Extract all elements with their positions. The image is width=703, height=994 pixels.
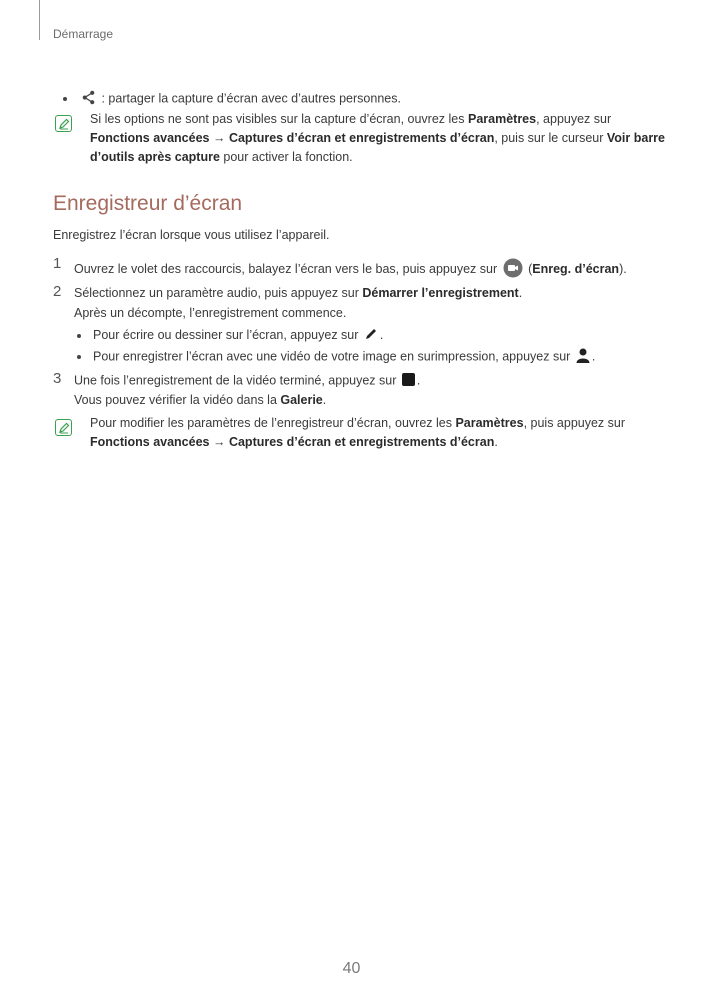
note2-line1: Pour modifier les paramètres de l’enregistreur d’écran, ouvrez les Paramètres, puis appuyez sur [90, 416, 626, 430]
note1-line1: Si les options ne sont pas visibles sur la capture d’écran, ouvrez les Paramètres, appuyez sur [90, 112, 612, 126]
bullet-dot [77, 334, 81, 338]
share-bullet-text: : partager la capture d’écran avec d’autres personnes. [98, 91, 401, 106]
step2-line1: Sélectionnez un paramètre audio, puis appuyez sur Démarrer l’enregistrement. [74, 286, 523, 300]
step3-line1: Une fois l’enregistrement de la vidéo terminé, appuyez sur . [74, 373, 421, 388]
step2-sub1: Pour écrire ou dessiner sur l’écran, appuyez sur . [93, 327, 383, 344]
margin-line [39, 0, 40, 40]
section-header: Démarrage [53, 27, 114, 41]
gallery-label: Galerie [280, 393, 323, 407]
note1-line3: d’outils après capture pour activer la fonction. [90, 150, 353, 164]
share-bullet-line [79, 90, 401, 108]
note-icon [55, 115, 72, 132]
share-icon [81, 90, 96, 108]
stop-icon [402, 373, 415, 389]
bullet-dot [63, 97, 67, 101]
note1-line2: Fonctions avancées → Captures d’écran et enregistrements d’écran, puis sur le curseur Voir barre [90, 131, 665, 145]
note2-line2: Fonctions avancées → Captures d’écran et enregistrements d’écran. [90, 435, 498, 449]
step3-line2: Vous pouvez vérifier la vidéo dans la Galerie. [74, 393, 327, 407]
section-title: Enregistreur d’écran [53, 192, 243, 215]
step-number: 2 [53, 283, 62, 300]
note-icon [55, 419, 72, 436]
page-number: 40 [342, 960, 361, 977]
settings-label: Paramètres [467, 112, 537, 126]
step1-text: Ouvrez le volet des raccourcis, balayez l’écran vers le bas, puis appuyez sur (Enreg. d’écran). [74, 258, 627, 281]
pen-icon [364, 327, 378, 344]
step2-sub2: Pour enregistrer l’écran avec une vidéo de votre image en surimpression, appuyez sur . [93, 348, 595, 366]
screen-recorder-icon [503, 258, 523, 281]
person-icon [576, 348, 590, 366]
step2-line2: Après un décompte, l’enregistrement commence. [74, 306, 347, 320]
section-intro: Enregistrez l’écran lorsque vous utilisez l’appareil. [53, 228, 330, 242]
step-number: 3 [53, 370, 62, 387]
bullet-dot [77, 355, 81, 359]
step-number: 1 [53, 255, 62, 272]
